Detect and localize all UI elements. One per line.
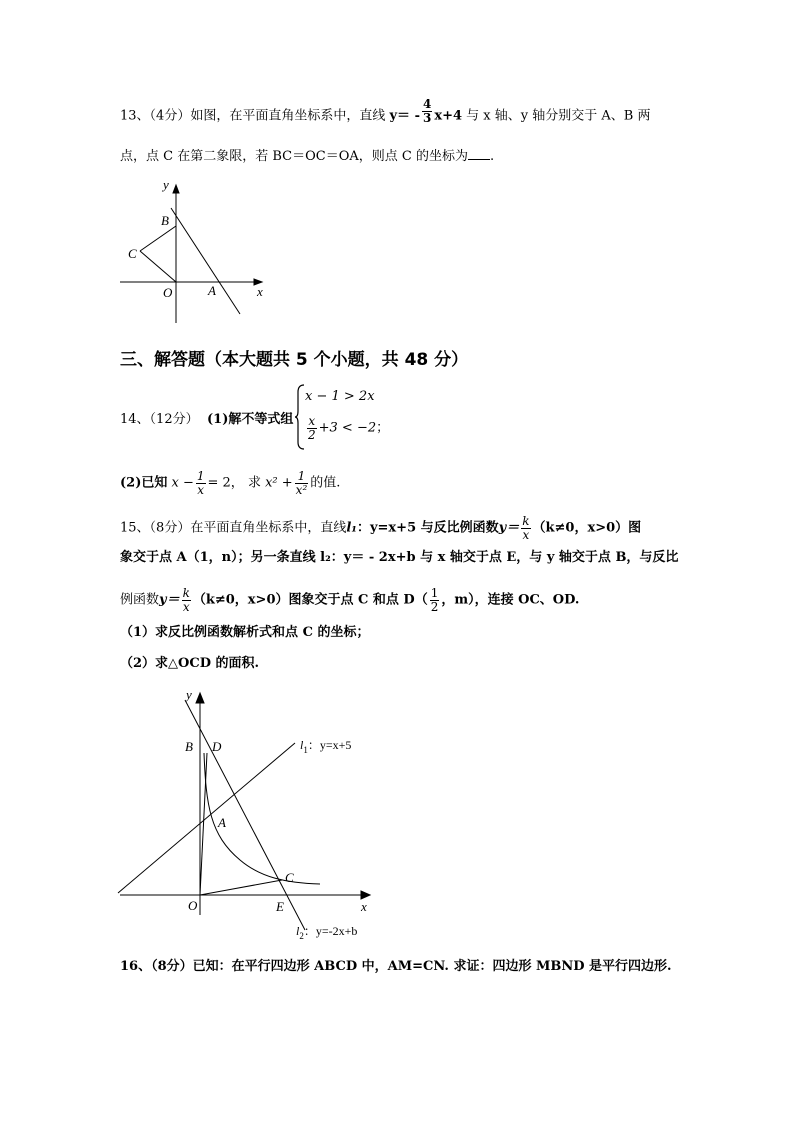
inequality-2-fraction [307, 415, 317, 441]
q15-y-eq: y＝ [498, 520, 520, 536]
fig15-l1-label: $l_1$：y=x+5 [300, 738, 352, 755]
fig13-label-b: B [161, 213, 169, 228]
inequality-semicolon: ； [376, 420, 390, 436]
fig13-label-a: A [208, 283, 216, 298]
fig15-label-x: x [361, 899, 367, 914]
q14-part2 [120, 470, 340, 496]
q14-expr1-num: 1 [196, 469, 205, 483]
q15-one-half [430, 587, 440, 613]
q13-text-3: 点，点 C 在第二象限，若 BC＝OC＝OA，则点 C 的坐标为 [120, 149, 468, 164]
q15-half-num: 1 [430, 586, 439, 600]
q15-line2: 象交于点 A（1，n）；另一条直线 l₂：y＝ - 2x+b 与 x 轴交于点 E，与 y 轴交于点 B，与反比 [120, 550, 679, 565]
inequality-2-num: x [308, 414, 316, 428]
q13-frac-num: 4 [422, 97, 432, 111]
q15-text-4: （k≠0，x>0）图象交于点 C 和点 D（ [192, 592, 428, 608]
q15-half-den: 2 [430, 599, 439, 614]
fig13-label-y: y [163, 177, 169, 192]
q15-l1-eq: ：y=x+5 与反比例函数 [356, 520, 499, 536]
q14-expr1-b: = 2， [207, 475, 244, 491]
fig13-segment-cb [140, 226, 176, 251]
answer-blank [468, 148, 490, 160]
fig13-segment-co [140, 251, 176, 282]
q15-l1-name: l₁ [346, 520, 357, 536]
fig15-l2-label: $l_2$：y=-2x+b [296, 924, 358, 941]
fig15-label-a: A [218, 815, 226, 830]
fig15-segment-oc [200, 880, 282, 895]
q13-text-2: 与 x 轴、y 轴分别交于 A、B 两 [466, 108, 651, 124]
fig15-label-c: C [285, 870, 294, 885]
q13-equation-lhs: y＝ - [389, 108, 420, 124]
q14-expr2-a: x² + [265, 475, 293, 491]
q15-line1 [120, 515, 641, 541]
fig15-segment-od [200, 753, 207, 895]
fig15-x-arrow [361, 891, 370, 899]
q15-k-over-x [521, 515, 530, 541]
fig15-y-arrow [196, 693, 204, 703]
q15-number: 15、（8分） [120, 520, 191, 536]
q15-k: k [522, 514, 530, 528]
q15-line3 [120, 587, 579, 613]
q15-x: x [522, 527, 530, 542]
inequality-1: x − 1 > 2x [305, 389, 375, 404]
q15-text-3: 例函数 [120, 592, 160, 608]
inequality-2-den: 2 [308, 427, 316, 442]
q15-y-eq-2: y＝ [159, 592, 180, 608]
section-3-heading: 三、解答题（本大题共 5 个小题，共 48 分） [120, 350, 469, 370]
figure-15 [110, 685, 390, 945]
fig15-label-b: B [185, 739, 193, 754]
q14-expr1-frac [196, 470, 206, 496]
figure-13 [115, 175, 275, 325]
q13-line1 [120, 97, 651, 125]
q14-part1-label: (1)解不等式组 [207, 412, 294, 427]
q13-frac-den: 3 [422, 110, 432, 125]
q13-number: 13、（4分） [120, 108, 191, 124]
q13-text-1: 如图，在平面直角坐标系中，直线 [190, 108, 386, 124]
q15-text-2: （k≠0，x>0）图 [532, 520, 642, 536]
q15-text-5: ，m），连接 OC、OD. [441, 592, 580, 608]
fig13-label-c: C [128, 246, 137, 261]
q13-period: . [489, 149, 495, 164]
fig15-label-o: O [188, 898, 198, 913]
q15-x-2: x [182, 599, 190, 614]
q14-expr2-frac [295, 470, 309, 496]
q16-text: 16、（8分）已知：在平行四边形 ABCD 中，AM=CN. 求证：四边形 MBND 是平行四边形. [120, 959, 672, 974]
fig15-label-y: y [186, 687, 192, 702]
q13-equation-rhs: x+4 [434, 108, 463, 124]
q15-sub1: （1）求反比例函数解析式和点 C 的坐标； [120, 625, 370, 640]
q14-expr1-den: x [197, 482, 205, 497]
q14-expr1-a: x − [171, 475, 194, 491]
q14-expr2-den: x² [295, 482, 308, 497]
q13-line2 [120, 148, 494, 163]
inequality-2 [305, 415, 389, 441]
fig13-label-o: O [163, 285, 173, 300]
inequality-2-rest: +3 < −2 [318, 420, 377, 436]
q15-sub2: （2）求△OCD 的面积. [120, 656, 260, 671]
fig13-y-arrow [173, 185, 179, 193]
q14-part2-end: 的值. [310, 475, 341, 491]
q15-k-over-x-2 [182, 587, 191, 613]
fig13-label-x: x [257, 284, 263, 299]
fig15-label-d: D [212, 739, 222, 754]
q15-k-2: k [182, 586, 190, 600]
q13-fraction [422, 98, 432, 124]
fig13-line-ab [171, 208, 240, 314]
q15-text-1: 在平面直角坐标系中，直线 [190, 520, 347, 536]
q14-part2-ask: 求 [247, 475, 261, 491]
q14-number: 14、（12分） [120, 412, 199, 427]
q14-expr2-num: 1 [295, 470, 309, 484]
q14-part2-label: (2)已知 [120, 475, 168, 491]
fig15-label-e: E [276, 899, 284, 914]
